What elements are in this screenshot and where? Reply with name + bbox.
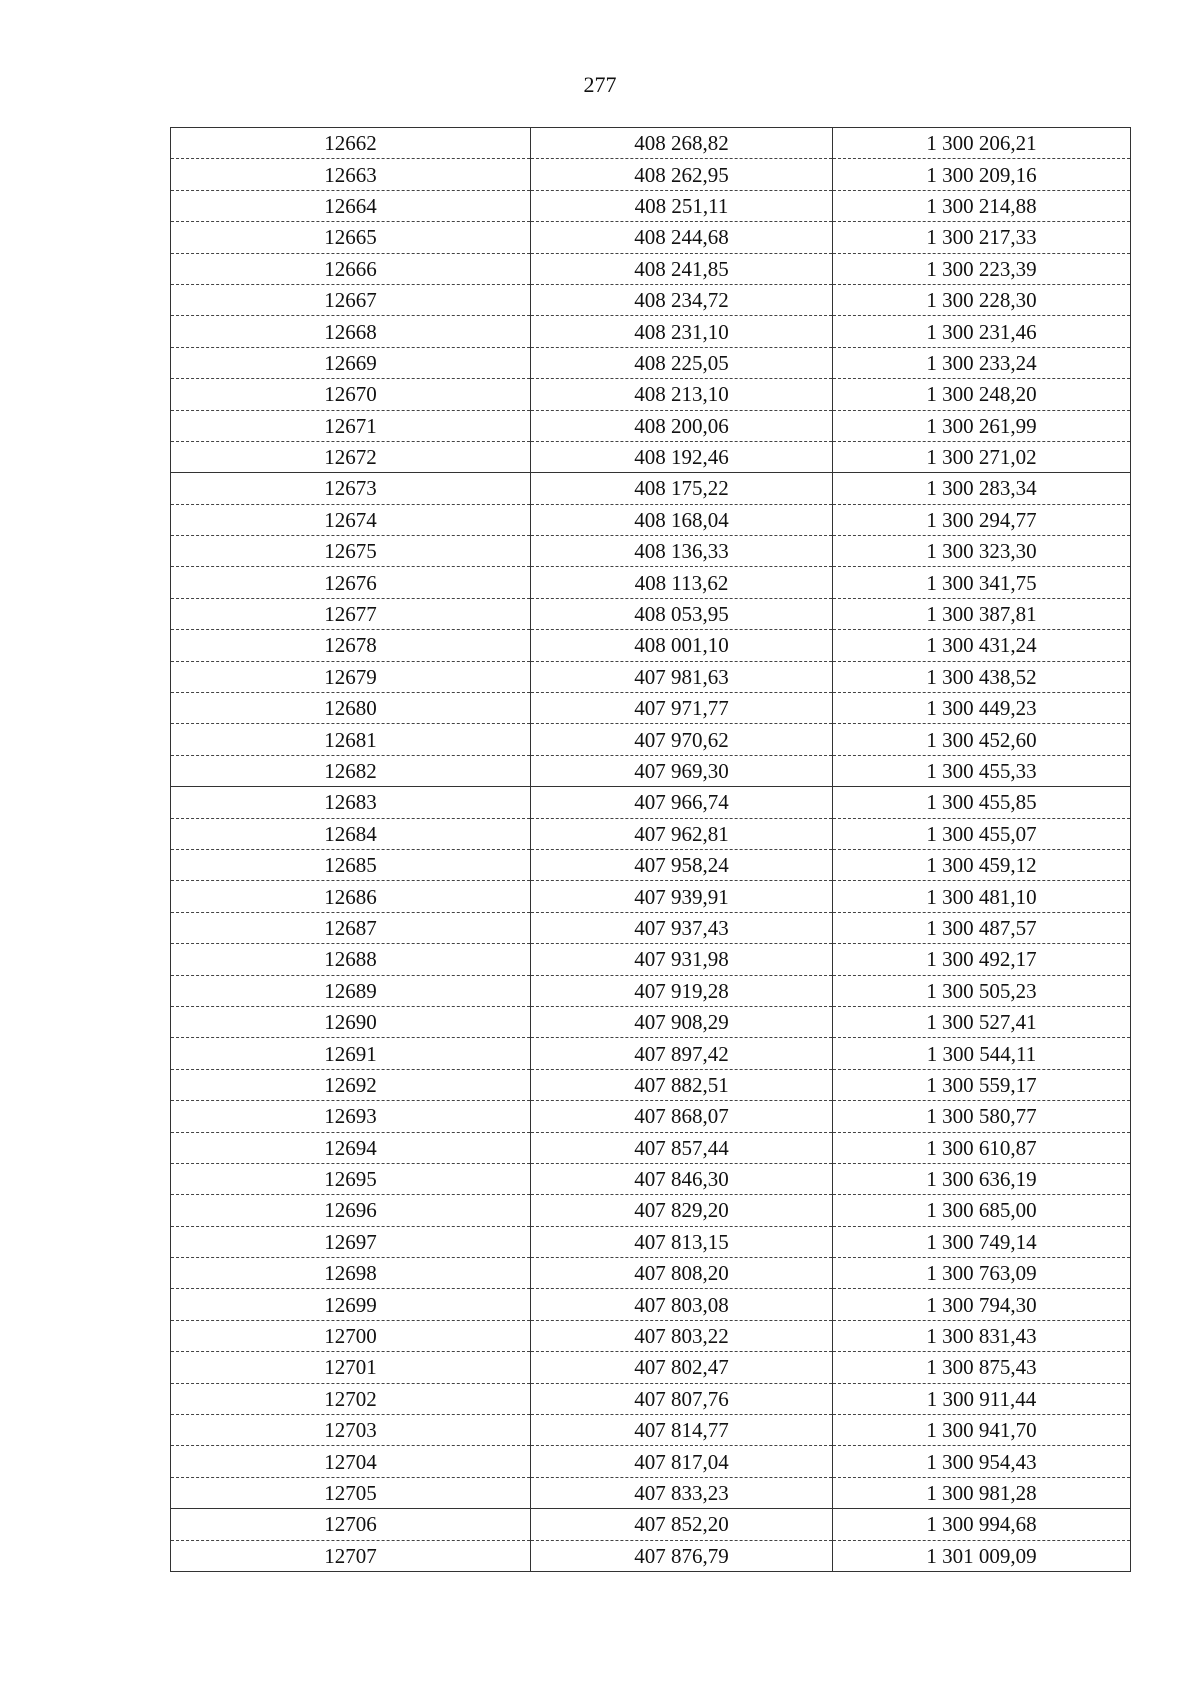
point-number-cell: 12685 — [171, 849, 531, 880]
page-number: 277 — [583, 72, 617, 97]
y-coordinate-cell: 1 300 341,75 — [833, 567, 1131, 598]
point-number-cell: 12696 — [171, 1195, 531, 1226]
y-coordinate-cell: 1 300 248,20 — [833, 379, 1131, 410]
point-number-cell: 12676 — [171, 567, 531, 598]
x-coordinate-cell: 408 175,22 — [531, 473, 833, 504]
y-coordinate-cell: 1 300 223,39 — [833, 253, 1131, 284]
table-row — [171, 410, 1131, 441]
x-coordinate-cell: 407 939,91 — [531, 881, 833, 912]
coordinates-table-body — [171, 128, 1131, 1572]
y-coordinate-cell: 1 300 875,43 — [833, 1352, 1131, 1383]
table-row — [171, 881, 1131, 912]
table-row — [171, 818, 1131, 849]
table-row — [171, 347, 1131, 378]
table-row — [171, 755, 1131, 786]
table-row — [171, 504, 1131, 535]
table-row — [171, 724, 1131, 755]
table-row — [171, 1352, 1131, 1383]
point-number-cell: 12670 — [171, 379, 531, 410]
table-row — [171, 1195, 1131, 1226]
table-row — [171, 661, 1131, 692]
x-coordinate-cell: 407 971,77 — [531, 693, 833, 724]
x-coordinate-cell: 407 969,30 — [531, 755, 833, 786]
table-row — [171, 1226, 1131, 1257]
y-coordinate-cell: 1 300 217,33 — [833, 222, 1131, 253]
y-coordinate-cell: 1 300 228,30 — [833, 284, 1131, 315]
table-row — [171, 159, 1131, 190]
table-row — [171, 1006, 1131, 1037]
point-number-cell: 12698 — [171, 1258, 531, 1289]
table-row — [171, 1446, 1131, 1477]
table-row — [171, 1320, 1131, 1351]
point-number-cell: 12679 — [171, 661, 531, 692]
point-number-cell: 12673 — [171, 473, 531, 504]
x-coordinate-cell: 407 814,77 — [531, 1415, 833, 1446]
y-coordinate-cell: 1 300 455,85 — [833, 787, 1131, 818]
table-row — [171, 316, 1131, 347]
y-coordinate-cell: 1 300 209,16 — [833, 159, 1131, 190]
y-coordinate-cell: 1 300 231,46 — [833, 316, 1131, 347]
y-coordinate-cell: 1 300 387,81 — [833, 598, 1131, 629]
x-coordinate-cell: 408 053,95 — [531, 598, 833, 629]
point-number-cell: 12701 — [171, 1352, 531, 1383]
x-coordinate-cell: 408 262,95 — [531, 159, 833, 190]
x-coordinate-cell: 407 846,30 — [531, 1163, 833, 1194]
y-coordinate-cell: 1 300 455,33 — [833, 755, 1131, 786]
x-coordinate-cell: 407 931,98 — [531, 944, 833, 975]
point-number-cell: 12669 — [171, 347, 531, 378]
table-row — [171, 1258, 1131, 1289]
y-coordinate-cell: 1 300 794,30 — [833, 1289, 1131, 1320]
point-number-cell: 12683 — [171, 787, 531, 818]
table-row — [171, 190, 1131, 221]
x-coordinate-cell: 407 876,79 — [531, 1540, 833, 1571]
table-row — [171, 912, 1131, 943]
table-row — [171, 1163, 1131, 1194]
x-coordinate-cell: 407 868,07 — [531, 1101, 833, 1132]
table-row — [171, 473, 1131, 504]
x-coordinate-cell: 407 966,74 — [531, 787, 833, 818]
coordinates-table — [170, 127, 1131, 1572]
x-coordinate-cell: 408 168,04 — [531, 504, 833, 535]
point-number-cell: 12695 — [171, 1163, 531, 1194]
table-row — [171, 128, 1131, 159]
x-coordinate-cell: 408 225,05 — [531, 347, 833, 378]
y-coordinate-cell: 1 300 941,70 — [833, 1415, 1131, 1446]
x-coordinate-cell: 407 833,23 — [531, 1477, 833, 1508]
point-number-cell: 12699 — [171, 1289, 531, 1320]
y-coordinate-cell: 1 301 009,09 — [833, 1540, 1131, 1571]
point-number-cell: 12703 — [171, 1415, 531, 1446]
x-coordinate-cell: 408 234,72 — [531, 284, 833, 315]
x-coordinate-cell: 407 829,20 — [531, 1195, 833, 1226]
y-coordinate-cell: 1 300 911,44 — [833, 1383, 1131, 1414]
y-coordinate-cell: 1 300 431,24 — [833, 630, 1131, 661]
y-coordinate-cell: 1 300 763,09 — [833, 1258, 1131, 1289]
y-coordinate-cell: 1 300 580,77 — [833, 1101, 1131, 1132]
point-number-cell: 12684 — [171, 818, 531, 849]
x-coordinate-cell: 408 231,10 — [531, 316, 833, 347]
table-row — [171, 787, 1131, 818]
x-coordinate-cell: 408 200,06 — [531, 410, 833, 441]
point-number-cell: 12668 — [171, 316, 531, 347]
y-coordinate-cell: 1 300 749,14 — [833, 1226, 1131, 1257]
table-row — [171, 567, 1131, 598]
x-coordinate-cell: 407 802,47 — [531, 1352, 833, 1383]
x-coordinate-cell: 408 268,82 — [531, 128, 833, 159]
point-number-cell: 12663 — [171, 159, 531, 190]
point-number-cell: 12666 — [171, 253, 531, 284]
x-coordinate-cell: 407 808,20 — [531, 1258, 833, 1289]
point-number-cell: 12664 — [171, 190, 531, 221]
table-row — [171, 441, 1131, 472]
x-coordinate-cell: 407 908,29 — [531, 1006, 833, 1037]
x-coordinate-cell: 407 958,24 — [531, 849, 833, 880]
table-row — [171, 975, 1131, 1006]
point-number-cell: 12704 — [171, 1446, 531, 1477]
y-coordinate-cell: 1 300 505,23 — [833, 975, 1131, 1006]
point-number-cell: 12702 — [171, 1383, 531, 1414]
x-coordinate-cell: 407 962,81 — [531, 818, 833, 849]
point-number-cell: 12674 — [171, 504, 531, 535]
y-coordinate-cell: 1 300 452,60 — [833, 724, 1131, 755]
table-row — [171, 379, 1131, 410]
table-row — [171, 1383, 1131, 1414]
x-coordinate-cell: 407 813,15 — [531, 1226, 833, 1257]
y-coordinate-cell: 1 300 994,68 — [833, 1509, 1131, 1540]
y-coordinate-cell: 1 300 559,17 — [833, 1069, 1131, 1100]
point-number-cell: 12686 — [171, 881, 531, 912]
table-row — [171, 1477, 1131, 1508]
x-coordinate-cell: 408 136,33 — [531, 536, 833, 567]
x-coordinate-cell: 408 192,46 — [531, 441, 833, 472]
y-coordinate-cell: 1 300 283,34 — [833, 473, 1131, 504]
table-row — [171, 284, 1131, 315]
x-coordinate-cell: 408 213,10 — [531, 379, 833, 410]
x-coordinate-cell: 407 807,76 — [531, 1383, 833, 1414]
point-number-cell: 12677 — [171, 598, 531, 629]
y-coordinate-cell: 1 300 981,28 — [833, 1477, 1131, 1508]
table-row — [171, 693, 1131, 724]
point-number-cell: 12681 — [171, 724, 531, 755]
point-number-cell: 12692 — [171, 1069, 531, 1100]
y-coordinate-cell: 1 300 544,11 — [833, 1038, 1131, 1069]
x-coordinate-cell: 407 803,08 — [531, 1289, 833, 1320]
y-coordinate-cell: 1 300 492,17 — [833, 944, 1131, 975]
x-coordinate-cell: 408 001,10 — [531, 630, 833, 661]
y-coordinate-cell: 1 300 323,30 — [833, 536, 1131, 567]
point-number-cell: 12689 — [171, 975, 531, 1006]
x-coordinate-cell: 407 857,44 — [531, 1132, 833, 1163]
point-number-cell: 12707 — [171, 1540, 531, 1571]
x-coordinate-cell: 407 937,43 — [531, 912, 833, 943]
y-coordinate-cell: 1 300 481,10 — [833, 881, 1131, 912]
y-coordinate-cell: 1 300 233,24 — [833, 347, 1131, 378]
y-coordinate-cell: 1 300 527,41 — [833, 1006, 1131, 1037]
table-row — [171, 253, 1131, 284]
table-row — [171, 1038, 1131, 1069]
point-number-cell: 12678 — [171, 630, 531, 661]
table-row — [171, 1289, 1131, 1320]
y-coordinate-cell: 1 300 206,21 — [833, 128, 1131, 159]
y-coordinate-cell: 1 300 214,88 — [833, 190, 1131, 221]
point-number-cell: 12667 — [171, 284, 531, 315]
table-row — [171, 1069, 1131, 1100]
table-row — [171, 1540, 1131, 1571]
point-number-cell: 12690 — [171, 1006, 531, 1037]
table-row — [171, 536, 1131, 567]
x-coordinate-cell: 407 897,42 — [531, 1038, 833, 1069]
table-row — [171, 598, 1131, 629]
y-coordinate-cell: 1 300 636,19 — [833, 1163, 1131, 1194]
x-coordinate-cell: 408 244,68 — [531, 222, 833, 253]
point-number-cell: 12682 — [171, 755, 531, 786]
y-coordinate-cell: 1 300 449,23 — [833, 693, 1131, 724]
x-coordinate-cell: 408 113,62 — [531, 567, 833, 598]
point-number-cell: 12675 — [171, 536, 531, 567]
table-row — [171, 944, 1131, 975]
point-number-cell: 12694 — [171, 1132, 531, 1163]
point-number-cell: 12691 — [171, 1038, 531, 1069]
table-row — [171, 1101, 1131, 1132]
y-coordinate-cell: 1 300 685,00 — [833, 1195, 1131, 1226]
point-number-cell: 12697 — [171, 1226, 531, 1257]
point-number-cell: 12665 — [171, 222, 531, 253]
x-coordinate-cell: 407 817,04 — [531, 1446, 833, 1477]
point-number-cell: 12705 — [171, 1477, 531, 1508]
x-coordinate-cell: 408 251,11 — [531, 190, 833, 221]
point-number-cell: 12693 — [171, 1101, 531, 1132]
x-coordinate-cell: 408 241,85 — [531, 253, 833, 284]
x-coordinate-cell: 407 970,62 — [531, 724, 833, 755]
y-coordinate-cell: 1 300 459,12 — [833, 849, 1131, 880]
point-number-cell: 12662 — [171, 128, 531, 159]
point-number-cell: 12680 — [171, 693, 531, 724]
y-coordinate-cell: 1 300 261,99 — [833, 410, 1131, 441]
table-row — [171, 1509, 1131, 1540]
x-coordinate-cell: 407 981,63 — [531, 661, 833, 692]
table-row — [171, 222, 1131, 253]
x-coordinate-cell: 407 803,22 — [531, 1320, 833, 1351]
point-number-cell: 12700 — [171, 1320, 531, 1351]
y-coordinate-cell: 1 300 610,87 — [833, 1132, 1131, 1163]
table-row — [171, 849, 1131, 880]
table-row — [171, 630, 1131, 661]
table-row — [171, 1415, 1131, 1446]
point-number-cell: 12671 — [171, 410, 531, 441]
x-coordinate-cell: 407 852,20 — [531, 1509, 833, 1540]
x-coordinate-cell: 407 919,28 — [531, 975, 833, 1006]
x-coordinate-cell: 407 882,51 — [531, 1069, 833, 1100]
point-number-cell: 12706 — [171, 1509, 531, 1540]
point-number-cell: 12672 — [171, 441, 531, 472]
table-row — [171, 1132, 1131, 1163]
y-coordinate-cell: 1 300 455,07 — [833, 818, 1131, 849]
y-coordinate-cell: 1 300 954,43 — [833, 1446, 1131, 1477]
y-coordinate-cell: 1 300 831,43 — [833, 1320, 1131, 1351]
y-coordinate-cell: 1 300 271,02 — [833, 441, 1131, 472]
point-number-cell: 12688 — [171, 944, 531, 975]
y-coordinate-cell: 1 300 487,57 — [833, 912, 1131, 943]
point-number-cell: 12687 — [171, 912, 531, 943]
y-coordinate-cell: 1 300 294,77 — [833, 504, 1131, 535]
y-coordinate-cell: 1 300 438,52 — [833, 661, 1131, 692]
